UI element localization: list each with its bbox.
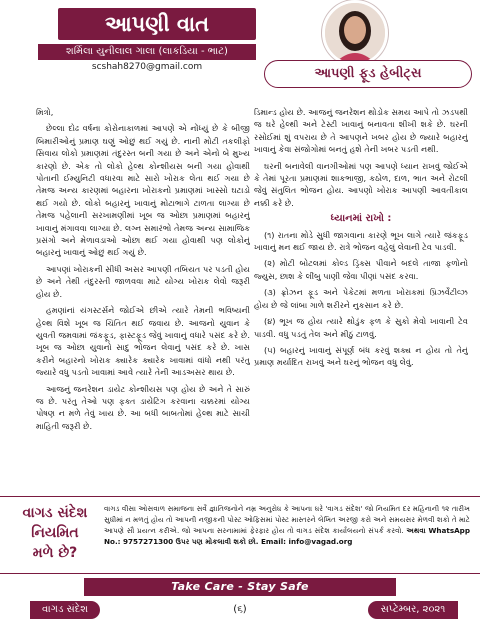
salutation: મિત્રો,	[36, 107, 54, 117]
paragraph: છેલ્લા દોઢ વર્ષના કોરોનાકાળમાં આપણે એ નોંધ્યું છે કે બીજી બિમારીઓનું પ્રમાણ ઘણું ઓછું થઈ ગયું છે. નાની મોટી તકલીફો સિવાય લોકો પ્રમાણમાં તંદુરસ્ત બની ગયા છે અને એનો બે મુખ્ય કારણો છે. એક તો લોકો હેલ્થ કોન્શીયસ બની ગયા હોવાથી પોતાની ઈમ્યુનિટી વધારવા માટે સારો ખોરાક લેતા થઈ ગયા છે તેમજ અન્ય કારણમાં બહારના ખોરાકનો પ્રમાણમાં ખાસ્સો ઘટાડો થઈ ગયો છે. લોકો બહારનું ખાવાનું મોટાભાગે ટાળતા લાગ્યા છે તેમજ પહેલાની સરખામણીમાં ખૂબ જ ઓછા પ્રમાણમાં બહારનું ખાવાનું મંગાવવા લાગ્યા છે. લગ્ન સમારંભો તેમજ અન્ય સામાજિક પ્રસંગો અને મેળાવડાઓ ઓછા થઈ ગયા હોવાથી પણ લોકોનું બહારનું ખાવાનું ઓછું થઈ ગયું છે.	[36, 123, 250, 258]
footer-issue-date: સપ્ટેમ્બર, ૨૦૨૧	[368, 601, 458, 619]
paragraph: ઘરની બનાવેલી વાનગીઓમાં પણ આપણે ધ્યાન રાખવું જોઈએ કે તેમાં પૂરતા પ્રમાણમાં શાકભાજી, કઠોળ, દાળ, ભાત અને રોટલી જેવું સંતુલિત ભોજન હોય. આપણો ખોરાક આપણી આવતીકાલ નક્કી કરે છે.	[254, 160, 468, 208]
right-column	[254, 106, 468, 486]
page-title: આપણી વાત	[58, 8, 256, 40]
paragraph: આજનું જનરેશન ડાયેટ કોન્શીયસ પણ હોય છે અને તે સારું જ છે. પરંતુ તેઓ પણ ફક્ત ડાયેટિંગ કરવાના ચક્કરમાં યોગ્ય પોષણ ન મળે તેવું ખાય છે. આ બધી બાબતોમાં હેલ્થ માટે સાચી માહિતી જરૂરી છે.	[36, 383, 250, 431]
list-item: (૫) બહારનું ખાવાનું સંપૂર્ણ બંધ કરવું શક્ય ન હોય તો તેનું પ્રમાણ મર્યાદિત રાખવું અને ઘરનું ભોજન વધુ લેવું.	[254, 344, 468, 368]
notice-label-line: મળે છે?	[32, 545, 78, 561]
header	[0, 0, 480, 100]
notice-text	[104, 503, 470, 569]
notice-contact: અથવા WhatsApp No.: 9757271300 ઉપર પણ મોકલાવી શકો છો. Email: info@vagad.org	[104, 526, 470, 546]
notice-body: વાગડ વીસા ઓસવાળ સમાજના સર્વે જ્ઞાતિજનોને નમ્ર અનુરોધ કે આપના ઘરે 'વાગડ સંદેશ' જો નિયમિત દર મહિનાની ૧૨ તારીખ સુધીમાં ન મળતું હોય તો આપની નજીકની પોસ્ટ ઓફિસમાં પોસ્ટ માસ્તરને લેખિત અરજી કરો અને સમયસર મેળવી શકો તે માટે આપણે સૌ પ્રયત્ન કરીએ. જો આપના સરનામામાં ફેરફાર હોય તો વાગડ સંદેશ કાર્યાલયનો સંપર્ક કરવો.	[104, 504, 470, 535]
footer	[0, 600, 480, 622]
notice-label-line: વાગડ સંદેશ	[22, 505, 88, 521]
notice-label	[10, 503, 100, 567]
author-email: scshah8270@gmail.com	[91, 62, 203, 72]
paragraph: ડિમાન્ડ હોય છે. આજનું જનરેશન થોડોક સમય આપે તો ઝડપથી જ ઘરે હેલ્થી અને ટેસ્ટી ખાવાનું બનાવતા શીખી શકે છે. ઘરની રસોઈમાં શું વપરાય છે તે આપણને ખબર હોય છે જ્યારે બહારનું ખાવાનું કેવા સંજોગોમાં બનતું હશે તેની ખબર પડતી નથી.	[254, 107, 468, 155]
list-item: (૩) ફ્રોઝન ફૂડ અને પેકેટમાં મળતા ખોરાકમાં પ્રિઝર્વેટીવ્ઝ હોય છે જે લાંબા ગાળે શરીરને નુકસાન કરે છે.	[254, 287, 468, 310]
column-title: આપણી ફૂડ હેબીટ્સ	[264, 60, 472, 88]
footer-magazine-name: વાગડ સંદેશ	[30, 601, 100, 619]
author-name: શર્મિલા યુનીલાલ ગાલા (લાકડિયા - ભાટ)	[38, 44, 256, 60]
list-item: (૪) ભૂખ જ હોય ત્યારે થોડુંક ફળ કે સુકો મેવો ખાવાની ટેવ પાડવી. વધુ પડતું તેલ અને મીઠું ટાળવું.	[254, 316, 468, 339]
left-column	[36, 106, 250, 486]
author-photo	[322, 0, 388, 66]
list-item: (૧) રાતના મોડે સુધી જાગવાના કારણે ભૂખ લાગે ત્યારે જંકફૂડ ખાવાનું મન થઈ જાય છે. રાત્રે ભોજન વહેલું લેવાની ટેવ પાડવી.	[254, 229, 468, 253]
slogan-banner: Take Care - Stay Safe	[84, 578, 396, 596]
notice-box	[0, 496, 480, 574]
page-number: (૬)	[233, 604, 247, 615]
paragraph: આપણાં ખોરાકની સીધી અસર આપણી તબિયત પર પડતી હોય છે અને તેથી તંદુરસ્તી જાળવવા માટે યોગ્ય ખોરાક લેવો જરૂરી હોય છે.	[36, 263, 250, 299]
list-item: (૨) મોટી બોટલમાં કોલ્ડ ડ્રિંક્સ પીવાને બદલે તાજા ફળોનો જ્યુસ, છાશ કે લીંબુ પાણી જેવા પીણાં પસંદ કરવા.	[254, 258, 468, 281]
paragraph: હમણાંનાં યંગસ્ટર્સને જોઈએ છીએ ત્યારે તેમની ભવિષ્યની હેલ્થ વિશે ખૂબ જ ચિંતિત થઈ જવાય છે. આજનો યુવાન કે યુવતી જમવામાં જંકફૂડ, ફાસ્ટફૂડ જેવું ખાવાનું વધારે પસંદ કરે છે. ખૂબ જ ઓછા યુવાનો સાદુ ભોજન લેવાનું પસંદ કરે છે. ખાસ કરીને બહારનો ખોરાક ક્યારેક ક્યારેક ખાવામાં વાંધો નથી પરંતુ જ્યારે વધુ પડતો ખાવામાં આવે ત્યારે તેની આડઅસર થાય છે.	[36, 305, 250, 378]
section-heading: ધ્યાનમાં રાખો :	[330, 213, 392, 225]
notice-label-line: નિયમિત	[31, 525, 79, 541]
